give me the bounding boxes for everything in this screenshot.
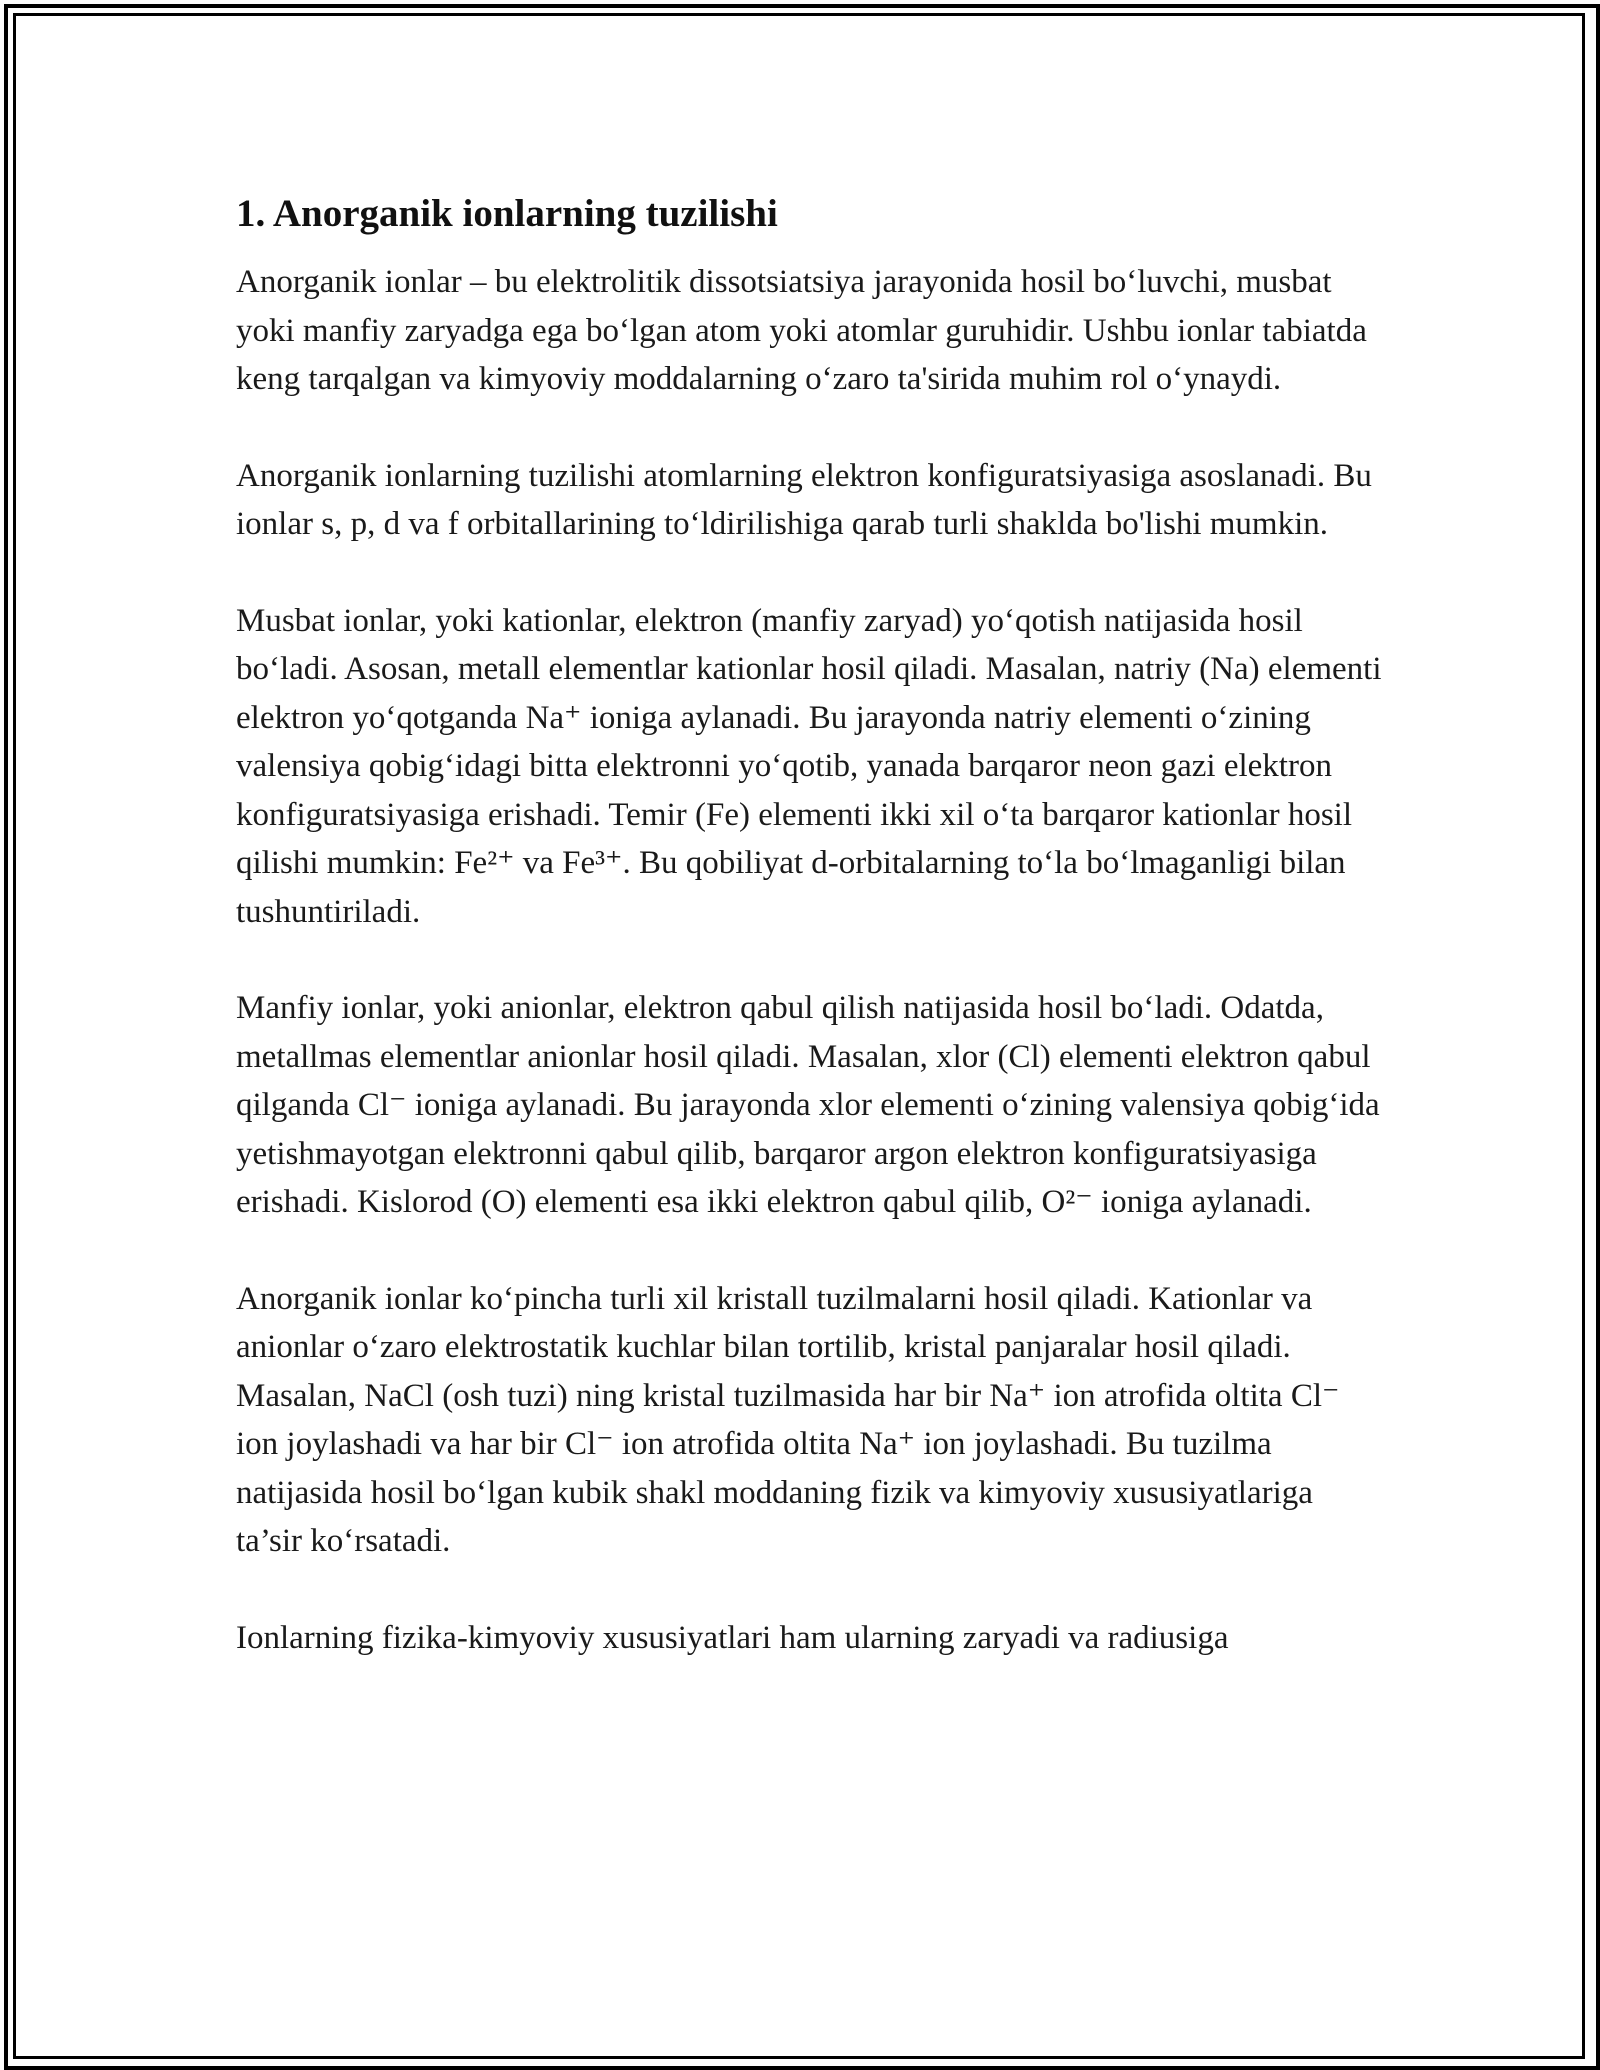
section-heading: 1. Anorganik ionlarning tuzilishi	[236, 192, 778, 235]
document-page	[236, 186, 1386, 1710]
paragraph-definition: Anorganik ionlar – bu elektrolitik dissotsiatsiya jarayonida hosil bo‘luvchi, musbat yoki manfiy zaryadga ega bo‘lgan atom yoki atomlar guruhidir. Ushbu ionlar tabiatda keng tarqalgan va kimyoviy moddalarning o‘zaro ta'sirida muhim rol o‘ynaydi.	[236, 264, 1367, 397]
paragraph-physicochemical-properties: Ionlarning fizika-kimyoviy xususiyatlari ham ularning zaryadi va radiusiga	[236, 1619, 1229, 1656]
paragraph-electron-configuration: Anorganik ionlarning tuzilishi atomlarning elektron konfiguratsiyasiga asoslanadi. Bu ionlar s, p, d va f orbitallarining to‘ldirilishiga qarab turli shakldа bo'lishi mumkin.	[236, 457, 1372, 542]
paragraph-cations: Musbat ionlar, yoki kationlar, elektron (manfiy zaryad) yo‘qotish natijasida hosil bo‘ladi. Asosan, metall elementlar kationlar hosil qiladi. Masalan, natriy (Na) elementi elektron yo‘qotganda Na⁺ ioniga aylanadi. Bu jarayonda natriy elementi o‘zining valensiya qobig‘idagi bitta elektronni yo‘qotib, yanada barqaror neon gazi elektron konfiguratsiyasiga erishadi. Temir (Fe) elementi ikki xil o‘ta barqaror kationlar hosil qilishi mumkin: Fe²⁺ va Fe³⁺. Bu qobiliyat d-orbitalarning to‘la bo‘lmaganligi bilan tushuntiriladi.	[236, 602, 1382, 930]
paragraph-anions: Manfiy ionlar, yoki anionlar, elektron qabul qilish natijasida hosil bo‘ladi. Odatda, metallmas elementlar anionlar hosil qiladi. Masalan, xlor (Cl) elementi elektron qabul qilganda Cl⁻ ioniga aylanadi. Bu jarayonda xlor elementi o‘zining valensiya qobig‘ida yetishmayotgan elektronni qabul qilib, barqaror argon elektron konfiguratsiyasiga erishadi. Kislorod (O) elementi esa ikki elektron qabul qilib, O²⁻ ioniga aylanadi.	[236, 990, 1380, 1220]
paragraph-crystal-structures: Anorganik ionlar ko‘pincha turli xil kristall tuzilmalarni hosil qiladi. Kationlar va anionlar o‘zaro elektrostatik kuchlar bilan tortilib, kristal panjaralar hosil qiladi. Masalan, NaCl (osh tuzi) ning kristal tuzilmasida har bir Na⁺ ion atrofida oltita Cl⁻ ion joylashadi va har bir Cl⁻ ion atrofida oltita Na⁺ ion joylashadi. Bu tuzilma natijasida hosil bo‘lgan kubik shakl moddaning fizik va kimyoviy xususiyatlariga ta’sir ko‘rsatadi.	[236, 1280, 1340, 1559]
